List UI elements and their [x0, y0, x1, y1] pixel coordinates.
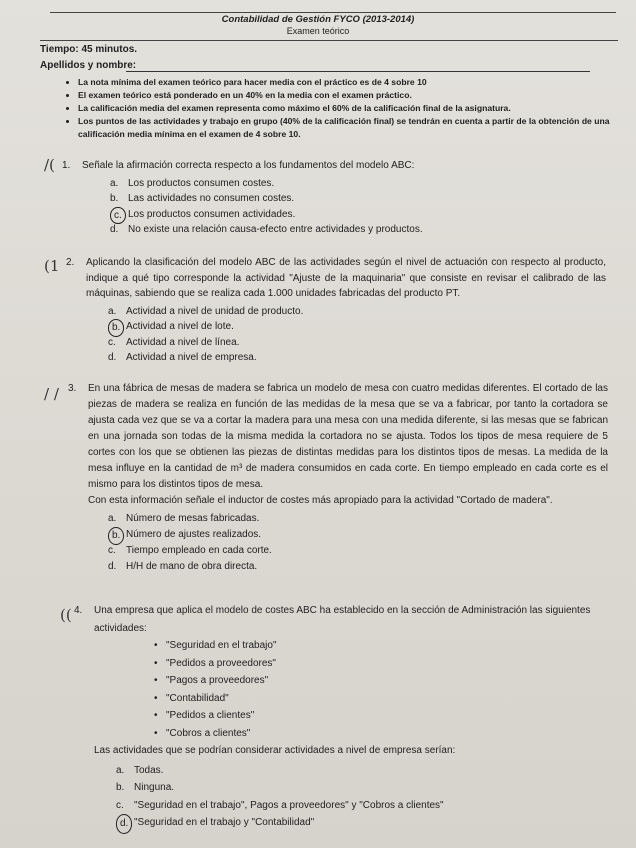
option-a[interactable]: a. Todas.: [116, 764, 164, 776]
question-text: En una fábrica de mesas de madera se fabrica un modelo de mesa con cuatro medidas diferentes. El cortado de las piezas de madera se realiza en función de las medidas de la mesa que se va a fabricar, por tanto la cortadora se ajusta cada vez que se va a cortar la madera para una mesa con una medida diferente, si las mesas que se fabrican en una jornada son todas de la misma medida la cortadora no se ajusta. Todos los tipos de mesa requiere de 5 cortes con los que se obtienen las piezas de distintas medidas para los distintos tipos de mesas. La medida de la mesa influye en la cantidad de m³ de madera consumidos en cada corte. En tiempo empleado en cada corte es el mismo para los distintos tipos de mesa.: [88, 383, 608, 490]
options-list: [60, 304, 606, 366]
rule-item: • El examen teórico está ponderado en un 40% en la media con el examen práctico.: [78, 89, 618, 102]
question-number: 3.: [68, 383, 77, 394]
activity-item: • "Seguridad en el trabajo": [154, 637, 608, 655]
option-a[interactable]: a. Número de mesas fabricadas.: [108, 513, 260, 524]
time-label: Tiempo: 45 minutos.: [40, 44, 138, 55]
option-c[interactable]: c. Los productos consumen actividades.: [110, 207, 602, 223]
option-b[interactable]: b. Ninguna.: [116, 782, 175, 793]
option-d[interactable]: d. "Seguridad en el trabajo y "Contabilidad": [116, 814, 608, 832]
exam-subtitle: Examen teórico: [286, 26, 350, 36]
question-text: Aplicando la clasificación del modelo ABC de las actividades según el nivel de actuación con respecto al producto, indique a qué tipo corresponde la actividad "Ajuste de la maquinaria" que consiste en revisar el calibrado de las máquinas, sabiendo que se realiza cada 1.000 unidades fabricadas del producto PT.: [86, 257, 606, 299]
rule-item: • La nota mínima del examen teórico para hacer media con el práctico es de 4 sobre 10: [78, 76, 618, 89]
activity-item: • "Cobros a clientes": [154, 725, 608, 743]
option-b[interactable]: b. Actividad a nivel de lote.: [108, 319, 606, 335]
circled-answer-mark: b.: [108, 319, 124, 337]
option-d[interactable]: d. No existe una relación causa-efecto entre actividades y productos.: [110, 224, 423, 235]
q1-handwritten-mark: /(: [44, 156, 55, 174]
question-number: 1.: [62, 160, 71, 171]
question-prompt: Las actividades que se podrían considerar actividades a nivel de empresa serían:: [94, 745, 456, 756]
q2-handwritten-mark: (1: [44, 257, 60, 275]
activity-item: • "Pedidos a clientes": [154, 707, 608, 725]
activities-list: [74, 637, 608, 742]
options-list: [68, 762, 608, 832]
rules-list: [60, 76, 618, 141]
q3-handwritten-mark: / /: [44, 385, 59, 403]
activity-item: • "Pagos a proveedores": [154, 672, 608, 690]
circled-answer-mark: b.: [108, 527, 124, 545]
question-4: [74, 602, 608, 832]
options-list: [62, 176, 602, 238]
question-text: Una empresa que aplica el modelo de costes ABC ha establecido en la sección de Administración las siguientes actividades:: [94, 605, 591, 634]
question-1: [62, 158, 602, 238]
name-line: [126, 71, 590, 72]
options-list: [60, 511, 608, 575]
circled-answer-mark: c.: [110, 207, 126, 225]
question-2: [66, 255, 606, 366]
question-3: [68, 381, 608, 575]
q4-handwritten-mark: ((: [60, 606, 72, 624]
activity-item: • "Contabilidad": [154, 690, 608, 708]
option-c[interactable]: c. Actividad a nivel de línea.: [108, 336, 240, 348]
option-b[interactable]: b. Las actividades no consumen costes.: [110, 193, 295, 204]
name-label: Apellidos y nombre:: [40, 60, 137, 71]
option-a[interactable]: a. Actividad a nivel de unidad de producto.: [108, 305, 304, 317]
top-rule: [50, 12, 616, 13]
rule-item: • La calificación media del examen representa como máximo el 60% de la calificación final de la asignatura.: [78, 102, 618, 115]
option-b[interactable]: b. Número de ajustes realizados.: [108, 527, 608, 543]
header-rule: [40, 40, 618, 41]
rule-item: • Los puntos de las actividades y trabajo en grupo (40% de la calificación final) se tendrán en cuenta a partir de la obtención de una calificación media mínima en el examen de 4 sobre 10.: [78, 115, 618, 141]
exam-title: Contabilidad de Gestión FYCO (2013-2014): [221, 14, 415, 25]
option-d[interactable]: d. Actividad a nivel de empresa.: [108, 352, 257, 363]
activity-item: • "Pedidos a proveedores": [154, 655, 608, 673]
circled-answer-mark: d.: [116, 814, 132, 834]
option-c[interactable]: c. "Seguridad en el trabajo", Pagos a proveedores" y "Cobros a clientes": [116, 799, 444, 811]
option-d[interactable]: d. H/H de mano de obra directa.: [108, 561, 258, 572]
question-text: Señale la afirmación correcta respecto a los fundamentos del modelo ABC:: [82, 160, 415, 171]
question-number: 2.: [66, 257, 75, 268]
option-a[interactable]: a. Los productos consumen costes.: [110, 177, 275, 189]
option-c[interactable]: c. Tiempo empleado en cada corte.: [108, 545, 272, 556]
question-number: 4.: [74, 605, 83, 616]
question-prompt: Con esta información señale el inductor de costes más apropiado para la actividad "Cortado de madera".: [88, 495, 553, 506]
